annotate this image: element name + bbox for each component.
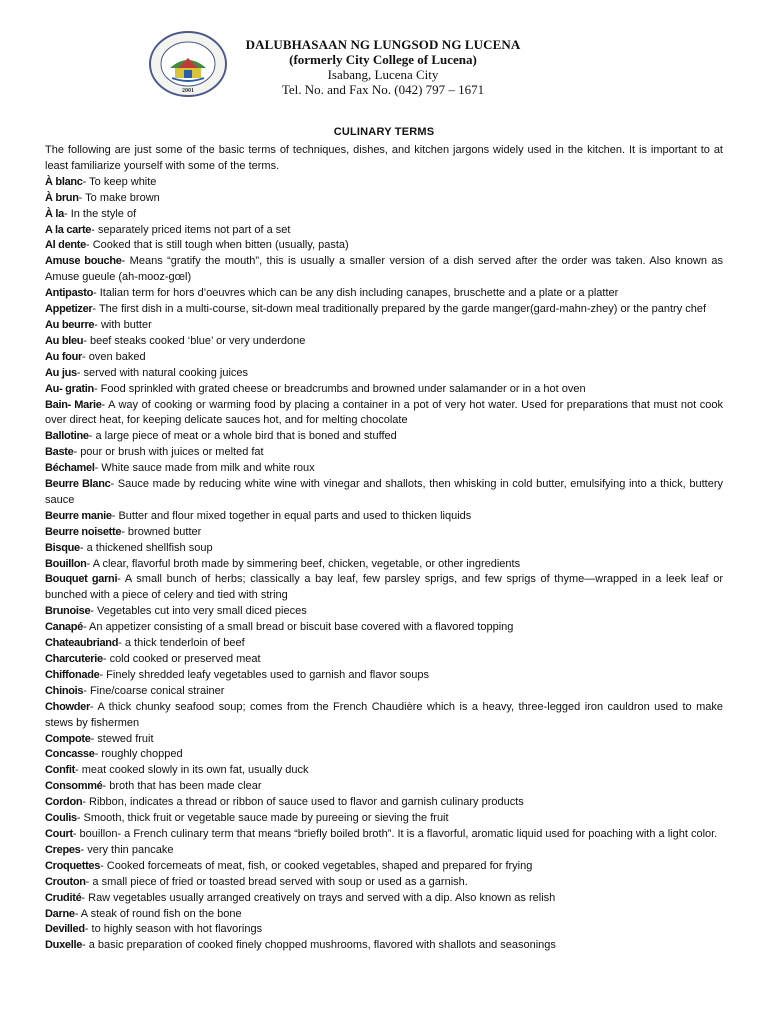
glossary-entry xyxy=(45,572,723,604)
glossary-definition: - a thickened shellfish soup xyxy=(79,541,213,554)
glossary-term: Chowder xyxy=(45,700,90,713)
glossary-entry xyxy=(45,254,723,286)
glossary-term: Au jus xyxy=(45,366,77,379)
glossary-definition: - Fine/coarse conical strainer xyxy=(83,684,225,697)
intro-paragraph: The following are just some of the basic terms of techniques, dishes, and kitchen jargons widely used in the kitchen. It is important to at least familiarize yourself with some of the terms. xyxy=(45,144,723,172)
institution-block xyxy=(228,37,538,97)
glossary-term: Béchamel xyxy=(45,462,95,475)
glossary-entry xyxy=(45,238,723,254)
glossary-definition: - To keep white xyxy=(82,175,157,188)
glossary-entry xyxy=(45,620,723,636)
glossary-entry xyxy=(45,668,723,684)
glossary-definition: - oven baked xyxy=(82,350,146,363)
glossary-term: Concasse xyxy=(45,748,95,761)
glossary-definition: - a thick tenderloin of beef xyxy=(118,637,245,650)
glossary-definition: - broth that has been made clear xyxy=(102,780,262,793)
glossary-term: Bouillon xyxy=(45,557,87,570)
glossary-definition: - To make brown xyxy=(78,191,160,204)
glossary-definition: - a basic preparation of cooked finely chopped mushrooms, flavored with shallots and seasonings xyxy=(82,939,556,952)
glossary-term: Bain- Marie xyxy=(45,398,102,411)
glossary-term: Bisque xyxy=(45,541,80,554)
glossary-term: Chinois xyxy=(45,684,84,697)
glossary-entry xyxy=(45,223,723,239)
glossary-entry xyxy=(45,191,723,207)
glossary-definition: - Sauce made by reducing white wine with vinegar and shallots, then whisking in cold butter, emulsifying into a thick, buttery sauce xyxy=(45,478,723,506)
glossary-entry xyxy=(45,350,723,366)
glossary-term: À blanc xyxy=(45,175,83,188)
document-title: CULINARY TERMS xyxy=(333,126,435,138)
glossary-term: Canapé xyxy=(45,621,83,634)
glossary-term: Chateaubriand xyxy=(45,637,119,650)
glossary-term: Chiffonade xyxy=(45,668,100,681)
glossary-definition: - a large piece of meat or a whole bird that is boned and stuffed xyxy=(88,430,397,443)
glossary-entry xyxy=(45,302,723,318)
glossary-term: Appetizer xyxy=(45,303,93,316)
institution-address: Isabang, Lucena City xyxy=(327,67,439,82)
glossary-definition: - browned butter xyxy=(121,525,202,538)
glossary-term: Beurre Blanc xyxy=(45,478,111,491)
glossary-definition: - meat cooked slowly in its own fat, usually duck xyxy=(74,764,309,777)
glossary-term: Bouquet garni xyxy=(45,573,118,586)
glossary-entry xyxy=(45,747,723,763)
glossary-term: Crepes xyxy=(45,843,81,856)
institution-telephone: Tel. No. and Fax No. (042) 797 – 1671 xyxy=(281,82,485,97)
glossary-definition: - to highly season with hot flavorings xyxy=(84,923,263,936)
glossary-term: Crudité xyxy=(45,891,82,904)
glossary-entry xyxy=(45,938,723,954)
glossary-entry xyxy=(45,891,723,907)
glossary-definition: - Smooth, thick fruit or vegetable sauce made by pureeing or sieving the fruit xyxy=(76,812,449,825)
glossary-term: Charcuterie xyxy=(45,653,103,665)
glossary-entry xyxy=(45,859,723,875)
glossary-definition: - served with natural cooking juices xyxy=(76,366,249,379)
glossary-entry xyxy=(45,207,723,223)
glossary-definition: - A steak of round fish on the bone xyxy=(74,907,242,920)
glossary-definition: - Cooked that is still tough when bitten (usually, pasta) xyxy=(86,239,349,252)
glossary-definition: - beef steaks cooked ‘blue’ or very underdone xyxy=(83,334,306,347)
glossary-entry xyxy=(45,382,723,398)
glossary-term: Compote xyxy=(45,732,91,745)
glossary-term: Coulis xyxy=(45,812,77,825)
glossary-definition: - bouillon- a French culinary term that means “briefly boiled broth”. It is a flavorful, aromatic liquid used for poaching with a light color. xyxy=(72,827,718,840)
letterhead xyxy=(0,26,768,106)
glossary-entry xyxy=(45,541,723,557)
glossary-entry xyxy=(45,652,723,668)
glossary-definition: - A clear, flavorful broth made by simmering beef, chicken, vegetable, or other ingredients xyxy=(86,557,521,570)
glossary-term: Au bleu xyxy=(45,334,84,347)
glossary-definition: - roughly chopped xyxy=(94,748,183,761)
glossary-entry xyxy=(45,922,723,938)
glossary-entry xyxy=(45,525,723,541)
glossary-definition: - pour or brush with juices or melted fat xyxy=(73,446,264,459)
glossary-definition: - Ribbon, indicates a thread or ribbon of sauce used to flavor and garnish culinary products xyxy=(82,796,524,809)
glossary-term: Croquettes xyxy=(45,859,101,872)
glossary-term: Amuse bouche xyxy=(45,255,122,268)
glossary-entry xyxy=(45,907,723,923)
glossary-entry xyxy=(45,509,723,525)
glossary-definition: - A way of cooking or warming food by placing a container in a pot of very hot water. Used for preparations that must not cook over direct heat, for keeping delicate sauces hot, and for melting chocolate xyxy=(45,398,723,427)
glossary-term: Au four xyxy=(45,350,83,363)
glossary-entry xyxy=(45,334,723,350)
glossary-definition: - cold cooked or preserved meat xyxy=(102,653,261,665)
glossary-definition: - Italian term for hors d’oeuvres which can be any dish including canapes, bruschette and a plate or a platter xyxy=(93,287,619,300)
glossary-term: À la xyxy=(45,207,64,220)
glossary-term: Antipasto xyxy=(45,287,94,300)
glossary-definition: - a small piece of fried or toasted bread served with soup or used as a garnish. xyxy=(85,875,468,888)
glossary-definition: - A thick chunky seafood soup; comes from the French Chaudière which is a heavy, three-legged iron cauldron used to make stews by fishermen xyxy=(45,700,723,729)
document-body xyxy=(45,143,723,954)
glossary-entry xyxy=(45,795,723,811)
glossary-entry xyxy=(45,843,723,859)
glossary-term: Al dente xyxy=(45,239,86,252)
glossary-term: Au- gratin xyxy=(45,382,94,395)
glossary-term: Devilled xyxy=(45,923,85,936)
glossary-entry xyxy=(45,700,723,732)
glossary-definition: - White sauce made from milk and white roux xyxy=(94,462,315,475)
glossary-entry xyxy=(45,429,723,445)
glossary-definition: - Raw vegetables usually arranged creatively on trays and served with a dip. Also known as relish xyxy=(81,891,556,904)
glossary-entry xyxy=(45,557,723,573)
glossary-definition: - with butter xyxy=(94,318,152,331)
glossary-term: Confit xyxy=(45,764,75,777)
glossary-definition: - stewed fruit xyxy=(90,732,154,745)
glossary-definition: - Vegetables cut into very small diced pieces xyxy=(90,605,307,618)
glossary-entry xyxy=(45,779,723,795)
glossary-entry xyxy=(45,318,723,334)
glossary-term: À brun xyxy=(45,191,79,204)
svg-text:2001: 2001 xyxy=(182,88,194,94)
glossary-definition: - Food sprinkled with grated cheese or breadcrumbs and browned under salamander or in a hot oven xyxy=(93,382,586,395)
glossary-definition: - An appetizer consisting of a small bread or biscuit base covered with a flavored topping xyxy=(82,621,514,634)
glossary-entry xyxy=(45,604,723,620)
glossary-definition: - Means “gratify the mouth”, this is usually a smaller version of a dish served after the order was taken. Also known as Amuse gueule (ah-mooz-gœl) xyxy=(45,255,723,284)
glossary-entry xyxy=(45,286,723,302)
glossary-definition: - very thin pancake xyxy=(80,843,174,856)
glossary-term: Consommé xyxy=(45,780,103,793)
glossary-entry xyxy=(45,875,723,891)
glossary-entry xyxy=(45,461,723,477)
glossary-definition: - Butter and flour mixed together in equal parts and used to thicken liquids xyxy=(111,509,472,522)
glossary-definition: - A small bunch of herbs; classically a bay leaf, few parsley sprigs, and few sprigs of thyme—wrapped in a leek leaf or bunched with a piece of celery and tied with string xyxy=(45,573,723,602)
glossary-definition: - separately priced items not part of a set xyxy=(91,223,291,236)
glossary-entry xyxy=(45,477,723,509)
glossary-term: A la carte xyxy=(45,223,92,236)
glossary-term: Duxelle xyxy=(45,939,83,952)
glossary-entry xyxy=(45,827,723,843)
glossary-entry xyxy=(45,636,723,652)
glossary-term: Court xyxy=(45,827,73,840)
glossary-definition: - In the style of xyxy=(63,207,137,220)
glossary-entry xyxy=(45,763,723,779)
term-list xyxy=(45,175,723,954)
glossary-term: Ballotine xyxy=(45,430,89,443)
glossary-entry xyxy=(45,398,723,430)
college-seal-logo xyxy=(148,30,228,98)
glossary-definition: - Finely shredded leafy vegetables used to garnish and flavor soups xyxy=(99,668,430,681)
glossary-term: Cordon xyxy=(45,796,83,809)
glossary-term: Brunoise xyxy=(45,605,91,618)
glossary-entry xyxy=(45,811,723,827)
glossary-term: Baste xyxy=(45,446,74,459)
glossary-entry xyxy=(45,366,723,382)
glossary-term: Beurre manie xyxy=(45,509,112,522)
glossary-term: Darne xyxy=(45,907,75,920)
institution-name: DALUBHASAAN NG LUNGSOD NG LUCENA xyxy=(245,37,521,52)
glossary-entry xyxy=(45,445,723,461)
glossary-entry xyxy=(45,732,723,748)
glossary-term: Crouton xyxy=(45,875,86,888)
glossary-definition: - The first dish in a multi-course, sit-down meal traditionally prepared by the garde manger(gard-mahn-zhey) or the pantry chef xyxy=(92,303,707,316)
glossary-entry xyxy=(45,175,723,191)
glossary-entry xyxy=(45,684,723,700)
glossary-term: Au beurre xyxy=(45,318,95,331)
glossary-term: Beurre noisette xyxy=(45,525,122,538)
glossary-definition: - Cooked forcemeats of meat, fish, or cooked vegetables, shaped and prepared for frying xyxy=(100,859,533,872)
institution-former-name: (formerly City College of Lucena) xyxy=(289,52,477,67)
